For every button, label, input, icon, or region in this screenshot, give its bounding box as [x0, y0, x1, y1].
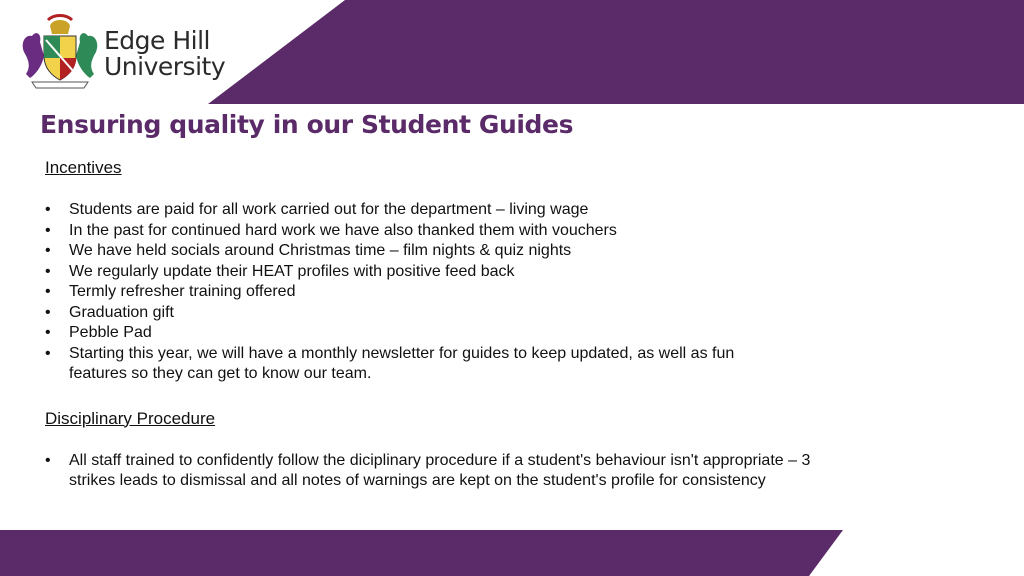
crest-icon: [18, 12, 102, 90]
incentives-heading: Incentives: [45, 158, 122, 177]
disciplinary-list: [45, 451, 865, 492]
incentive-item: • Termly refresher training offered: [45, 282, 865, 303]
wordmark-line-2: University: [104, 52, 226, 81]
university-logo: [18, 12, 226, 92]
incentive-item: • We regularly update their HEAT profiles with positive feed back: [45, 262, 865, 283]
incentive-item: • Graduation gift: [45, 303, 865, 324]
incentive-item: • Pebble Pad: [45, 323, 865, 344]
slide-content: [45, 156, 865, 492]
slide-title: Ensuring quality in our Student Guides: [40, 110, 574, 139]
incentive-item: • Students are paid for all work carried out for the department – living wage: [45, 200, 865, 221]
disciplinary-heading: Disciplinary Procedure: [45, 408, 216, 428]
incentives-list: [45, 200, 865, 385]
incentive-item: • In the past for continued hard work we have also thanked them with vouchers: [45, 221, 865, 242]
university-wordmark: [104, 28, 225, 80]
bottom-purple-band: [0, 530, 1024, 576]
incentive-item: • We have held socials around Christmas time – film nights & quiz nights: [45, 241, 865, 262]
disciplinary-item: • All staff trained to confidently follow the diciplinary procedure if a student's behaviour isn't appropriate – 3 strikes leads to dismissal and all notes of warnings are kept on the student's profile for consistency: [45, 451, 839, 492]
wordmark-line-1: Edge Hill: [104, 26, 210, 55]
incentive-item: • Starting this year, we will have a monthly newsletter for guides to keep updated, as well as fun features so they can get to know our team.: [45, 344, 759, 385]
